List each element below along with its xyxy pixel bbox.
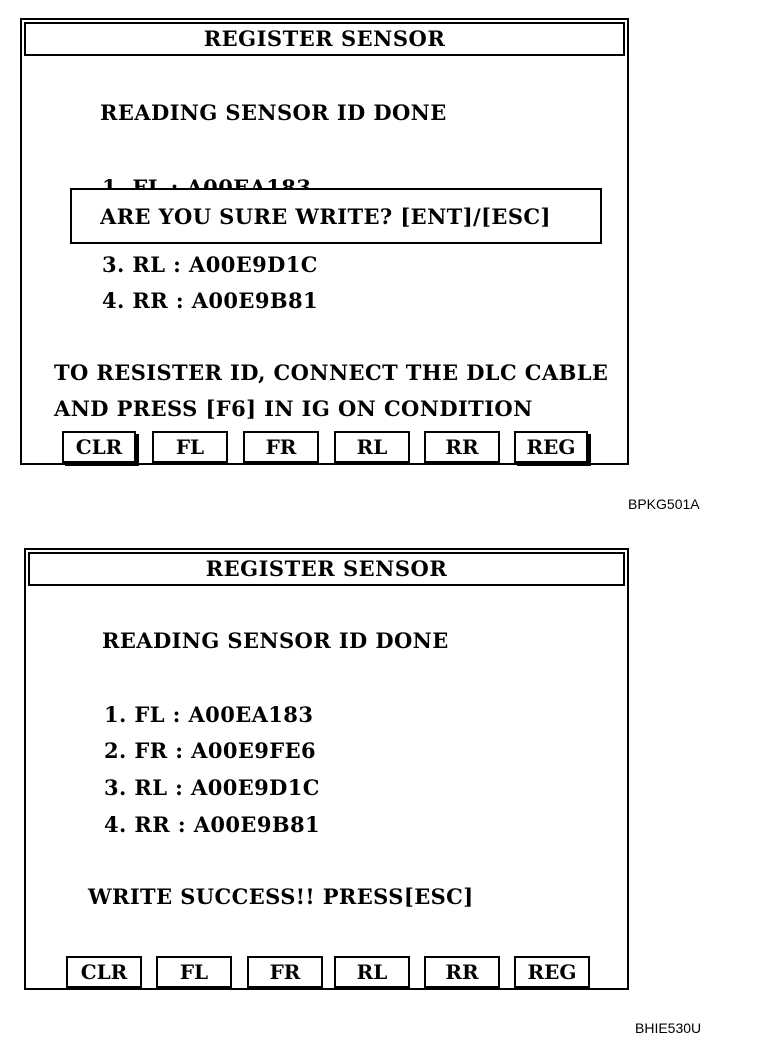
rl-button[interactable]: RL: [334, 956, 410, 988]
rl-button[interactable]: RL: [334, 431, 410, 463]
sensor-rl-line: 3. RL : A00E9D1C: [104, 775, 320, 800]
rr-button[interactable]: RR: [424, 956, 500, 988]
reg-button[interactable]: REG: [514, 956, 590, 988]
rr-button[interactable]: RR: [424, 431, 500, 463]
figure-code: BHIE530U: [635, 1020, 702, 1036]
sensor-rl-line: 3. RL : A00E9D1C: [102, 252, 318, 277]
clr-button[interactable]: CLR: [66, 956, 142, 988]
fl-button[interactable]: FL: [152, 431, 228, 463]
confirm-write-text: ARE YOU SURE WRITE? [ENT]/[ESC]: [100, 204, 551, 229]
instruction-line-2: AND PRESS [F6] IN IG ON CONDITION: [54, 396, 533, 421]
sensor-rr-line: 4. RR : A00E9B81: [104, 812, 321, 837]
status-text: READING SENSOR ID DONE: [100, 100, 447, 125]
confirm-write-dialog[interactable]: [70, 188, 602, 244]
sensor-fr-line: 2. FR : A00E9FE6: [104, 738, 317, 763]
status-text: READING SENSOR ID DONE: [102, 628, 449, 653]
fr-button[interactable]: FR: [247, 956, 323, 988]
figure-code: BPKG501A: [628, 496, 700, 512]
screen-title: REGISTER SENSOR: [24, 22, 625, 56]
clr-button[interactable]: CLR: [62, 431, 136, 463]
register-sensor-screen-1: [20, 18, 629, 465]
sensor-rr-line: 4. RR : A00E9B81: [102, 288, 319, 313]
sensor-fl-line: 1. FL : A00EA183: [104, 702, 314, 727]
fr-button[interactable]: FR: [243, 431, 319, 463]
register-sensor-screen-2: [24, 548, 629, 990]
write-success-message: WRITE SUCCESS!! PRESS[ESC]: [88, 884, 474, 909]
reg-button[interactable]: REG: [514, 431, 588, 463]
screen-title: REGISTER SENSOR: [28, 552, 625, 586]
fl-button[interactable]: FL: [156, 956, 232, 988]
instruction-line-1: TO RESISTER ID, CONNECT THE DLC CABLE: [54, 360, 609, 385]
